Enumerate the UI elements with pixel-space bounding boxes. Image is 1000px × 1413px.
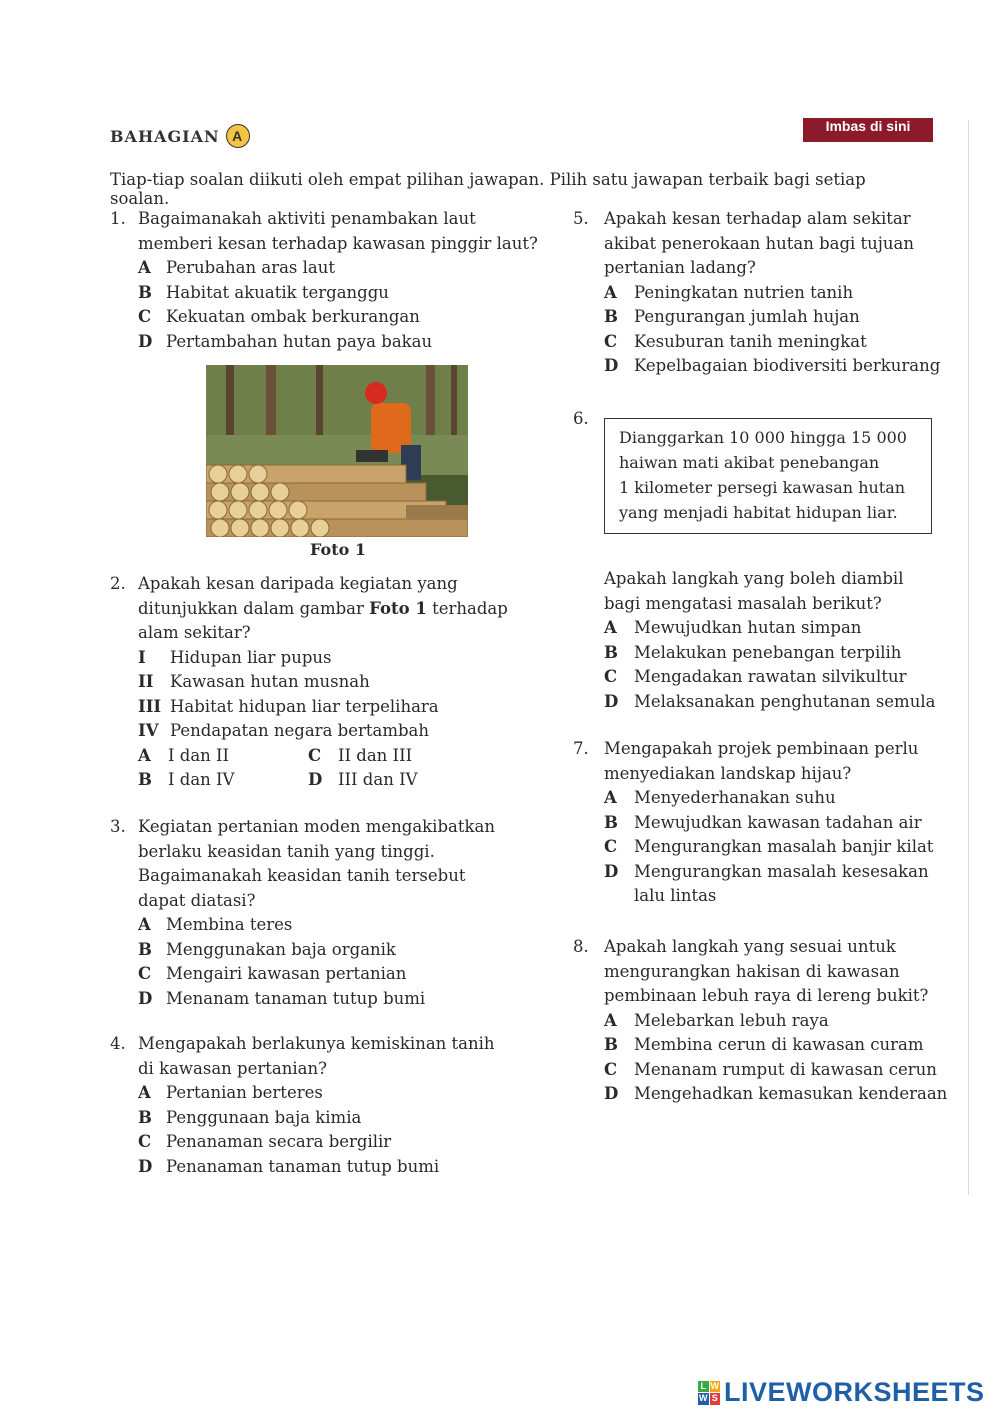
option-letter: A xyxy=(138,258,151,277)
question-stem-line: dapat diatasi? xyxy=(138,890,256,910)
question-stem-line: bagi mengatasi masalah berikut? xyxy=(604,593,882,613)
question-number: 6. xyxy=(573,409,589,428)
option-letter: A xyxy=(604,618,617,637)
question-number: 5. xyxy=(573,209,589,228)
option-letter: C xyxy=(604,667,618,686)
info-box-line: 1 kilometer persegi kawasan hutan xyxy=(619,478,906,497)
option-letter: C xyxy=(308,745,322,765)
option-letter: A xyxy=(138,915,151,934)
answer-option-row xyxy=(138,744,550,769)
answer-option[interactable] xyxy=(604,281,963,306)
option-text: Melebarkan lebuh raya xyxy=(634,1010,829,1030)
answer-option[interactable] xyxy=(138,1130,550,1155)
scan-here-banner[interactable]: Imbas di sini xyxy=(803,118,933,142)
roman-numeral: IV xyxy=(138,721,159,740)
question-number: 7. xyxy=(573,739,589,758)
option-text: Mewujudkan hutan simpan xyxy=(634,618,862,637)
question-stem-line: Mengapakah projek pembinaan perlu xyxy=(604,739,919,758)
stem-text: terhadap xyxy=(426,598,508,618)
answer-option[interactable] xyxy=(138,744,308,769)
question-stem-line: Apakah langkah yang sesuai untuk xyxy=(604,937,896,956)
logo-icon-cell: W xyxy=(699,1393,708,1403)
question-5 xyxy=(573,207,963,379)
option-letter: C xyxy=(604,837,618,856)
option-text: Menanam tanaman tutup bumi xyxy=(166,988,426,1008)
statement-text: Habitat hidupan liar terpelihara xyxy=(170,696,439,716)
option-text: Pertanian berteres xyxy=(166,1083,323,1102)
section-letter-badge: A xyxy=(226,124,250,148)
question-stem-line xyxy=(138,597,550,622)
photo-caption: Foto 1 xyxy=(310,540,366,559)
question-stem-line: Apakah langkah yang boleh diambil xyxy=(604,569,904,588)
answer-option[interactable] xyxy=(604,1033,963,1058)
section-title xyxy=(110,124,250,148)
option-letter: B xyxy=(604,307,618,326)
info-box xyxy=(604,418,932,534)
option-letter: D xyxy=(138,331,153,351)
question-stem-line: memberi kesan terhadap kawasan pinggir laut? xyxy=(138,233,538,253)
logging-illustration xyxy=(206,365,468,537)
photo-logging xyxy=(206,365,468,537)
liveworksheets-logo-text: LIVEWORKSHEETS xyxy=(724,1377,985,1407)
answer-option[interactable] xyxy=(138,305,550,330)
option-letter: B xyxy=(604,812,618,832)
stem-text: ditunjukkan dalam gambar xyxy=(138,598,370,618)
option-text: Menanam rumput di kawasan cerun xyxy=(634,1059,937,1079)
option-text: Penggunaan baja kimia xyxy=(166,1107,362,1127)
question-stem-line: Apakah kesan terhadap alam sekitar xyxy=(604,209,911,228)
option-text: Membina cerun di kawasan curam xyxy=(634,1035,924,1054)
option-text: Membina teres xyxy=(166,915,293,934)
info-box-line: yang menjadi habitat hidupan liar. xyxy=(619,503,898,522)
option-text: Penanaman secara bergilir xyxy=(166,1132,392,1151)
answer-option[interactable] xyxy=(604,305,963,330)
answer-option[interactable] xyxy=(604,354,963,379)
answer-option[interactable] xyxy=(604,616,963,641)
answer-option[interactable] xyxy=(604,1082,963,1107)
info-box-line: haiwan mati akibat penebangan xyxy=(619,453,880,472)
question-stem-line: menyediakan landskap hijau? xyxy=(604,763,852,783)
question-stem-line: akibat penerokaan hutan bagi tujuan xyxy=(604,233,915,253)
question-number: 4. xyxy=(110,1034,126,1053)
liveworksheets-logo-icon xyxy=(698,1381,720,1405)
question-1 xyxy=(110,207,550,354)
answer-option[interactable] xyxy=(138,938,550,963)
info-box-line: Dianggarkan 10 000 hingga 15 000 xyxy=(619,428,907,447)
question-stem-line: berlaku keasidan tanih yang tinggi. xyxy=(138,841,435,861)
answer-option[interactable] xyxy=(604,641,963,666)
option-text: Habitat akuatik terganggu xyxy=(166,282,389,302)
answer-option[interactable] xyxy=(308,744,478,769)
option-letter: D xyxy=(604,1084,619,1103)
question-stem-line: Kegiatan pertanian moden mengakibatkan xyxy=(138,817,495,836)
answer-option[interactable] xyxy=(138,913,550,938)
answer-option[interactable] xyxy=(138,1106,550,1131)
option-letter: C xyxy=(138,1132,152,1151)
answer-option[interactable] xyxy=(604,330,963,355)
option-letter: D xyxy=(138,988,153,1008)
statement-text: Hidupan liar pupus xyxy=(170,647,332,667)
answer-option[interactable] xyxy=(138,281,550,306)
answer-option[interactable] xyxy=(604,1058,963,1083)
option-text: Mengehadkan kemasukan kenderaan xyxy=(634,1084,948,1103)
option-letter: B xyxy=(138,1107,152,1127)
answer-option-row xyxy=(138,768,550,793)
option-text: III dan IV xyxy=(338,770,418,789)
option-letter: A xyxy=(604,788,617,807)
option-text: Mengadakan rawatan silvikultur xyxy=(634,667,907,686)
statement xyxy=(138,695,550,720)
option-letter: A xyxy=(604,1010,617,1030)
option-letter: A xyxy=(604,282,617,302)
option-letter: C xyxy=(604,331,618,351)
statement xyxy=(138,646,550,671)
page-divider xyxy=(968,120,969,1195)
answer-option[interactable] xyxy=(138,1081,550,1106)
statement-text: Kawasan hutan musnah xyxy=(170,672,370,691)
option-continuation: lalu lintas xyxy=(634,886,717,905)
question-2 xyxy=(110,572,550,793)
option-text: Perubahan aras laut xyxy=(166,258,336,277)
answer-option[interactable] xyxy=(604,690,963,715)
option-text: Melaksanakan penghutanan semula xyxy=(634,691,936,711)
question-number: 3. xyxy=(110,817,126,836)
option-text: Pengurangan jumlah hujan xyxy=(634,307,860,326)
option-text: I dan II xyxy=(168,745,230,765)
logo-icon-cell: S xyxy=(710,1393,721,1405)
option-text: Mengurangkan masalah banjir kilat xyxy=(634,837,934,856)
answer-option[interactable] xyxy=(604,665,963,690)
roman-numeral: III xyxy=(138,696,162,716)
option-letter: C xyxy=(138,307,152,326)
question-stem-line: mengurangkan hakisan di kawasan xyxy=(604,961,900,981)
question-number: 2. xyxy=(110,574,126,593)
option-letter: B xyxy=(138,939,152,959)
option-text: II dan III xyxy=(338,745,413,765)
option-letter: D xyxy=(604,861,619,881)
question-stem-line: Bagaimanakah aktiviti penambakan laut xyxy=(138,209,476,228)
question-number: 8. xyxy=(573,937,589,956)
option-letter: A xyxy=(138,1083,151,1102)
question-stem-line: Mengapakah berlakunya kemiskinan tanih xyxy=(138,1034,495,1053)
option-text: Mewujudkan kawasan tadahan air xyxy=(634,812,922,832)
option-text: Kesuburan tanih meningkat xyxy=(634,331,867,351)
question-4 xyxy=(110,1032,550,1179)
option-text: Peningkatan nutrien tanih xyxy=(634,282,854,302)
statement xyxy=(138,719,550,744)
question-3 xyxy=(110,815,550,1011)
question-stem-line: pertanian ladang? xyxy=(604,258,756,277)
option-letter: D xyxy=(138,1156,153,1176)
stem-bold-text: Foto 1 xyxy=(369,598,427,618)
answer-option[interactable] xyxy=(308,768,478,793)
answer-option[interactable] xyxy=(138,768,308,793)
option-text: Pertambahan hutan paya bakau xyxy=(166,331,433,351)
option-letter: B xyxy=(138,770,152,789)
option-text: Kekuatan ombak berkurangan xyxy=(166,307,420,326)
answer-option[interactable] xyxy=(604,860,963,885)
question-number: 1. xyxy=(110,209,126,228)
logo-icon-cell: L xyxy=(698,1381,709,1393)
option-letter: B xyxy=(604,642,618,662)
option-text: Mengurangkan masalah kesesakan xyxy=(634,861,929,881)
answer-option[interactable] xyxy=(604,1009,963,1034)
option-text: Penanaman tanaman tutup bumi xyxy=(166,1156,440,1176)
question-stem-line: Apakah kesan daripada kegiatan yang xyxy=(138,574,458,593)
logo-icon-cell: W xyxy=(710,1380,719,1391)
option-text: Menyederhanakan suhu xyxy=(634,788,836,807)
option-letter: A xyxy=(138,745,151,765)
question-stem-line: Bagaimanakah keasidan tanih tersebut xyxy=(138,866,466,885)
answer-option[interactable] xyxy=(138,987,550,1012)
option-text: I dan IV xyxy=(168,770,235,789)
option-letter: D xyxy=(604,356,619,375)
question-8 xyxy=(573,935,963,1107)
answer-option[interactable] xyxy=(138,962,550,987)
option-text: Melakukan penebangan terpilih xyxy=(634,642,902,662)
option-letter: C xyxy=(138,964,152,983)
option-letter: D xyxy=(308,770,323,789)
option-text: Mengairi kawasan pertanian xyxy=(166,964,407,983)
question-6 xyxy=(573,567,963,714)
answer-option[interactable] xyxy=(138,1155,550,1180)
statement-text: Pendapatan negara bertambah xyxy=(170,721,430,740)
answer-option[interactable] xyxy=(604,835,963,860)
option-letter: B xyxy=(138,282,152,302)
answer-option[interactable] xyxy=(604,811,963,836)
option-letter: B xyxy=(604,1035,618,1054)
roman-numeral: II xyxy=(138,672,154,691)
answer-option[interactable] xyxy=(138,330,550,355)
option-letter: C xyxy=(604,1059,618,1079)
answer-option[interactable] xyxy=(604,786,963,811)
option-text: Menggunakan baja organik xyxy=(166,939,396,959)
liveworksheets-logo[interactable] xyxy=(698,1377,985,1408)
statement xyxy=(138,670,550,695)
question-stem-line: alam sekitar? xyxy=(138,623,251,642)
section-label: BAHAGIAN xyxy=(110,126,220,146)
instructions: Tiap-tiap soalan diikuti oleh empat pilihan jawapan. Pilih satu jawapan terbaik bagi setiap soalan. xyxy=(110,170,866,208)
option-text: Kepelbagaian biodiversiti berkurang xyxy=(634,356,941,375)
question-7 xyxy=(573,737,963,909)
roman-numeral: I xyxy=(138,647,146,667)
question-stem-line: pembinaan lebuh raya di lereng bukit? xyxy=(604,986,929,1005)
answer-option[interactable] xyxy=(138,256,550,281)
question-stem-line: di kawasan pertanian? xyxy=(138,1058,327,1078)
option-letter: D xyxy=(604,691,619,711)
